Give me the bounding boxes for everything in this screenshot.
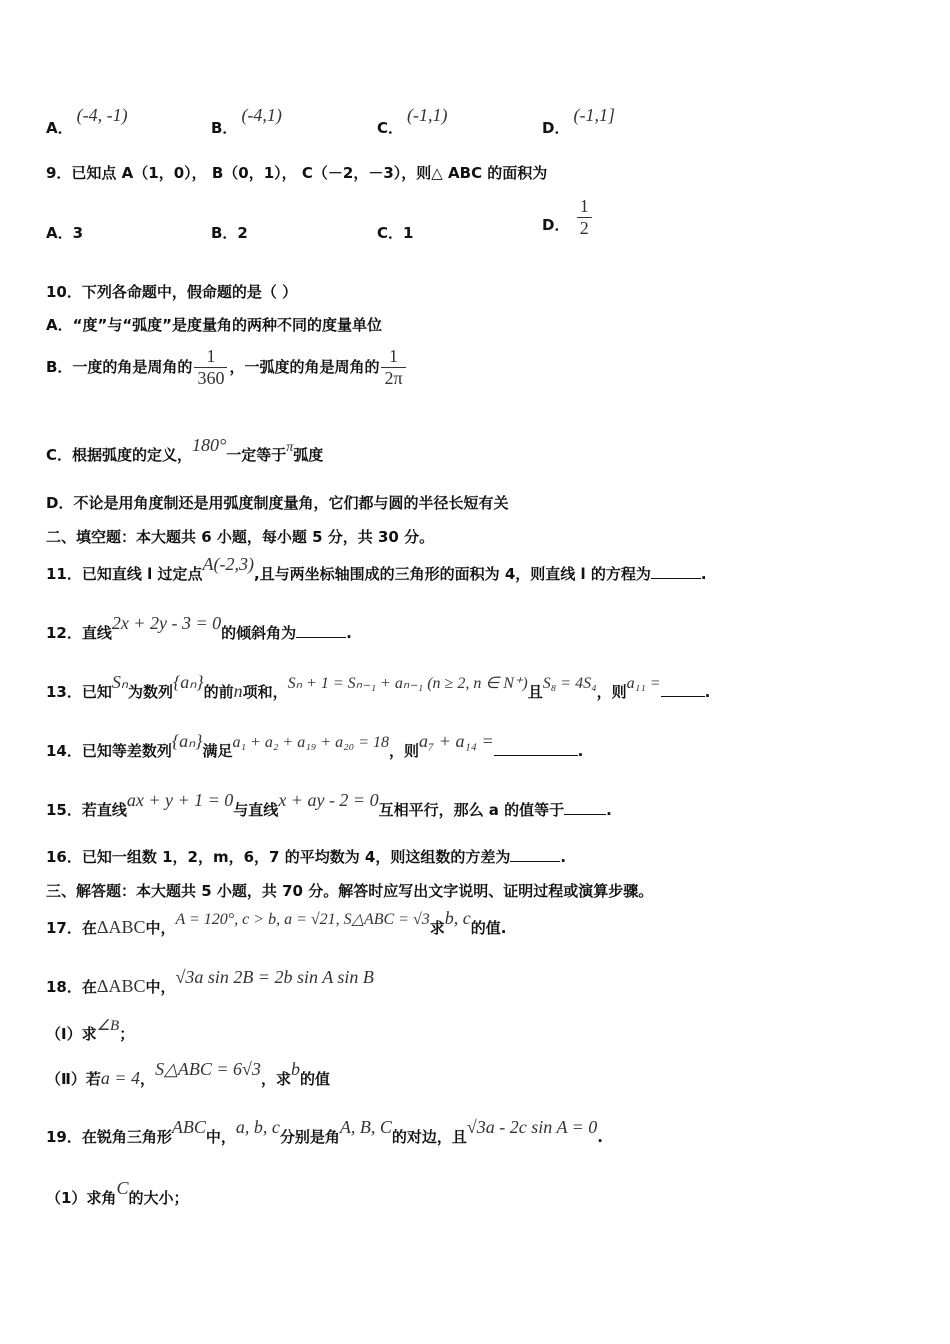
q14-answer-blank[interactable] [494,741,578,756]
q10-stem: 10．下列各命题中，假命题的是（ ） [46,283,298,301]
q14: 14．已知等差数列{aₙ}满足a₁ + a₂ + a₁₉ + a₂₀ = 18，则a₇ + a₁₄ = . [46,731,584,760]
q9-option-b[interactable]: B．2 [211,224,248,242]
q19-part-1: （1）求角C的大小； [46,1178,189,1207]
q10-c-math-pi: π [286,440,294,455]
q11-answer-blank[interactable] [651,564,701,579]
q18-part-1: （Ⅰ）求∠B； [46,1018,135,1043]
q15: 15．若直线ax + y + 1 = 0与直线x + ay - 2 = 0互相平行，那么 a 的值等于 . [46,790,612,819]
q9-stem: 9．已知点 A（1，0）， B（0，1）， C（－2，－3），则△ ABC 的面积为 [46,164,548,182]
q12-answer-blank[interactable] [296,623,346,638]
q19: 19．在锐角三角形ABC中，a, b, c分别是角A, B, C的对边，且√3a - 2c sin A = 0. [46,1117,603,1146]
section-solutions-title: 三、解答题：本大题共 5 小题，共 70 分。解答时应写出文字说明、证明过程或演算步骤。 [46,882,654,900]
q10-option-b[interactable]: B．一度的角是周角的 $\frac{1}{360}$ ，一弧度的角是周角的 $\frac{1}{2\pi}$ [46,346,408,389]
section-fill-in-title: 二、填空题：本大题共 6 小题，每小题 5 分，共 30 分。 [46,528,435,546]
q9-option-a[interactable]: A．3 [46,224,84,242]
q8-option-a[interactable]: A．(-4, -1) [46,105,128,137]
q8-option-b[interactable]: B．(-4,1) [211,105,282,137]
q10-option-d[interactable]: D．不论是用角度制还是用弧度制度量角，它们都与圆的半径长短有关 [46,494,509,512]
q8-option-a-math: (-4, -1) [76,105,128,125]
q9-option-d-fraction: $\frac{1}{2}$ [577,196,592,239]
q10-option-a[interactable]: A．“度”与“弧度”是度量角的两种不同的度量单位 [46,316,383,334]
q8-option-c-math: (-1,1) [407,105,448,125]
q8-option-c[interactable]: C．(-1,1) [377,105,448,137]
q10-b-fraction-2: $\frac{1}{2\pi}$ [381,346,405,389]
q8-option-b-math: (-4,1) [241,105,282,125]
q8-option-d[interactable]: D．(-1,1] [542,105,615,137]
q8-option-d-math: (-1,1] [573,105,615,125]
q18: 18．在ΔABC中，√3a sin 2B = 2b sin A sin B [46,967,374,996]
q13: 13．已知Sₙ为数列{aₙ}的前n项和，Sₙ + 1 = Sₙ₋₁ + aₙ₋₁ (n ≥ 2, n ∈ N⁺)且S₈ = 4S₄，则a₁₁ = . [46,672,711,701]
q11: 11．已知直线 l 过定点A(-2,3),且与两坐标轴围成的三角形的面积为 4，则直线 l 的方程为 . [46,554,707,583]
q13-answer-blank[interactable] [661,682,705,697]
q9-option-d[interactable]: D． $\frac{1}{2}$ [542,196,594,239]
q10-c-math-180: 180° [192,435,227,455]
q16: 16．已知一组数 1，2，m，6，7 的平均数为 4，则这组数的方差为 . [46,848,567,866]
q16-answer-blank[interactable] [510,847,560,862]
q18-part-2: （Ⅱ）若a = 4，S△ABC = 6√3，求b的值 [46,1059,330,1088]
q9-option-c[interactable]: C．1 [377,224,414,242]
q15-answer-blank[interactable] [564,800,606,815]
q10-b-fraction-1: $\frac{1}{360}$ [194,346,227,389]
q10-option-c[interactable]: C．根据弧度的定义，180°一定等于π弧度 [46,435,324,464]
q17: 17．在ΔABC中，A = 120°, c > b, a = √21, S△ABC = √3求b, c的值. [46,908,507,937]
q12: 12．直线2x + 2y - 3 = 0的倾斜角为 . [46,613,352,642]
